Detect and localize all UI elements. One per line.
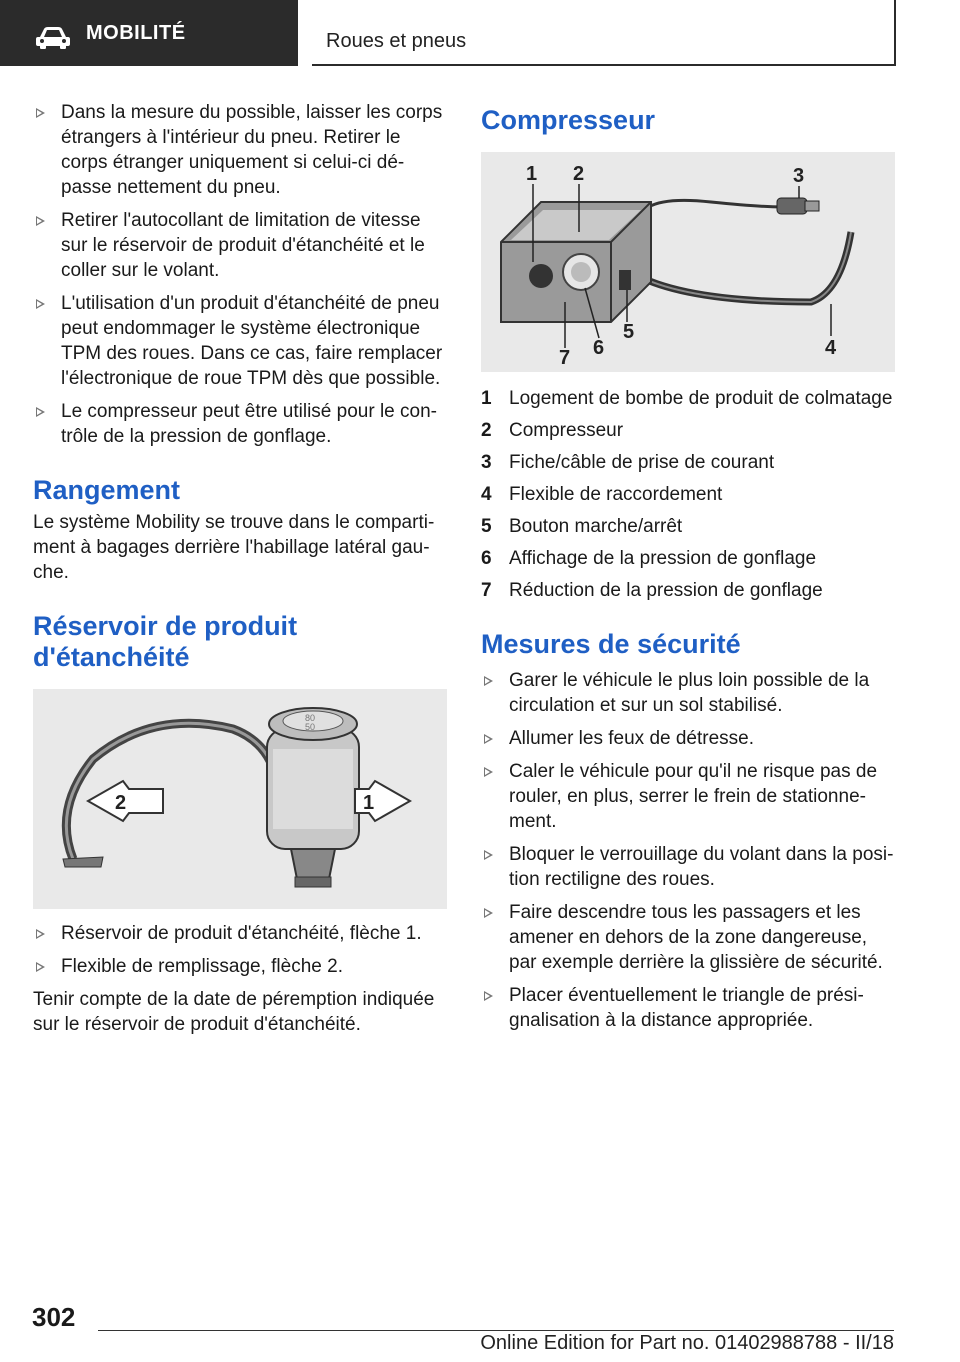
- list-item: L'utilisation d'un produit d'étanchéité de pneu peut endommager le système électronique TPM des roues. Dans ce cas, faire remplacer l'électronique de roue TPM dès que possible.: [33, 291, 448, 391]
- reservoir-note: Tenir compte de la date de péremption indiquée sur le réservoir de produit d'étanchéité.: [33, 989, 435, 1035]
- list-item: Flexible de remplissage, flèche 2.: [33, 954, 448, 979]
- compressor-figure: [481, 152, 895, 372]
- triangle-bullet-icon: [484, 850, 493, 860]
- svg-text:5: 5: [623, 321, 635, 343]
- list-item: Réservoir de produit d'étanchéité, flèche 1.: [33, 921, 448, 946]
- triangle-bullet-icon: [484, 767, 493, 777]
- triangle-bullet-icon: [36, 962, 45, 972]
- triangle-bullet-icon: [36, 929, 45, 939]
- rangement-text: Le système Mobility se trouve dans le compartiment à bagages derrière l'habillage latéral gauche.: [33, 512, 435, 583]
- list-item: Faire descendre tous les passagers et les amener en dehors de la zone dangereuse, par exemple derrière la glissière de sécurité.: [481, 900, 895, 975]
- heading-securite: Mesures de sécurité: [481, 629, 741, 659]
- list-item: Placer éventuellement le triangle de présignalisation à la distance appropriée.: [481, 983, 895, 1033]
- svg-text:1: 1: [363, 792, 375, 814]
- list-item: Bloquer le verrouillage du volant dans la position rectiligne des roues.: [481, 842, 895, 892]
- heading-compresseur: Compresseur: [481, 105, 656, 135]
- bullet-list-securite: [481, 668, 895, 1033]
- compressor-illustration: [481, 152, 895, 372]
- footer-divider: [98, 1330, 894, 1331]
- list-item: 4 Flexible de raccordement: [481, 484, 723, 505]
- svg-text:4: 4: [825, 337, 837, 359]
- svg-text:6: 6: [593, 337, 605, 359]
- triangle-bullet-icon: [484, 676, 493, 686]
- list-item: Allumer les feux de détresse.: [481, 726, 895, 751]
- list-item: 3 Fiche/câble de prise de courant: [481, 452, 775, 473]
- reservoir-figure: [33, 689, 447, 909]
- list-item: 7 Réduction de la pression de gonflage: [481, 580, 823, 601]
- svg-text:80: 80: [305, 713, 316, 723]
- heading-rangement: Rangement: [33, 475, 181, 505]
- sealant-bottle-illustration: [33, 689, 447, 909]
- arrow-2: [88, 781, 163, 821]
- triangle-bullet-icon: [484, 908, 493, 918]
- section-title: MOBILITÉ: [86, 22, 186, 44]
- header-chapter-box: [312, 0, 896, 66]
- bullet-list-reservoir: [33, 921, 448, 979]
- list-item: 6 Affichage de la pression de gonflage: [481, 548, 817, 569]
- heading-reservoir: Réservoir de produit d'étanchéité: [33, 611, 298, 672]
- triangle-bullet-icon: [36, 216, 45, 226]
- triangle-bullet-icon: [36, 108, 45, 118]
- triangle-bullet-icon: [484, 734, 493, 744]
- triangle-bullet-icon: [36, 299, 45, 309]
- svg-text:3: 3: [793, 165, 805, 187]
- header-section-tab: [0, 0, 298, 66]
- car-icon: [36, 27, 70, 49]
- footer-edition: Online Edition for Part no. 01402988788 - II/18: [480, 1332, 894, 1354]
- parts-list: [481, 386, 895, 603]
- list-item: Le compresseur peut être utilisé pour le contrôle de la pression de gonflage.: [33, 399, 448, 449]
- left-column: [33, 100, 448, 1037]
- svg-text:1: 1: [526, 163, 538, 185]
- svg-text:50: 50: [305, 722, 316, 732]
- list-item: 2 Compresseur: [481, 420, 624, 441]
- bullet-list-top: [33, 100, 448, 449]
- right-column: [481, 100, 895, 1041]
- list-item: Caler le véhicule pour qu'il ne risque pas de rouler, en plus, serrer le frein de stationnement.: [481, 759, 895, 834]
- svg-text:2: 2: [573, 163, 585, 185]
- list-item: 5 Bouton marche/arrêt: [481, 516, 683, 537]
- chapter-title: Roues et pneus: [326, 30, 467, 52]
- svg-text:2: 2: [115, 792, 127, 814]
- page-number: 302: [32, 1302, 76, 1332]
- svg-text:7: 7: [559, 347, 571, 369]
- list-item: Garer le véhicule le plus loin possible de la circulation et sur un sol stabilisé.: [481, 668, 895, 718]
- triangle-bullet-icon: [36, 407, 45, 417]
- list-item: 1 Logement de bombe de produit de colmatage: [481, 388, 893, 409]
- list-item: Dans la mesure du possible, laisser les corps étrangers à l'intérieur du pneu. Retirer le corps étranger uniquement si celui-ci dépasse nettement du pneu.: [33, 100, 448, 200]
- arrow-1: [355, 781, 410, 821]
- list-item: Retirer l'autocollant de limitation de vitesse sur le réservoir de produit d'étanchéité et le coller sur le volant.: [33, 208, 448, 283]
- triangle-bullet-icon: [484, 991, 493, 1001]
